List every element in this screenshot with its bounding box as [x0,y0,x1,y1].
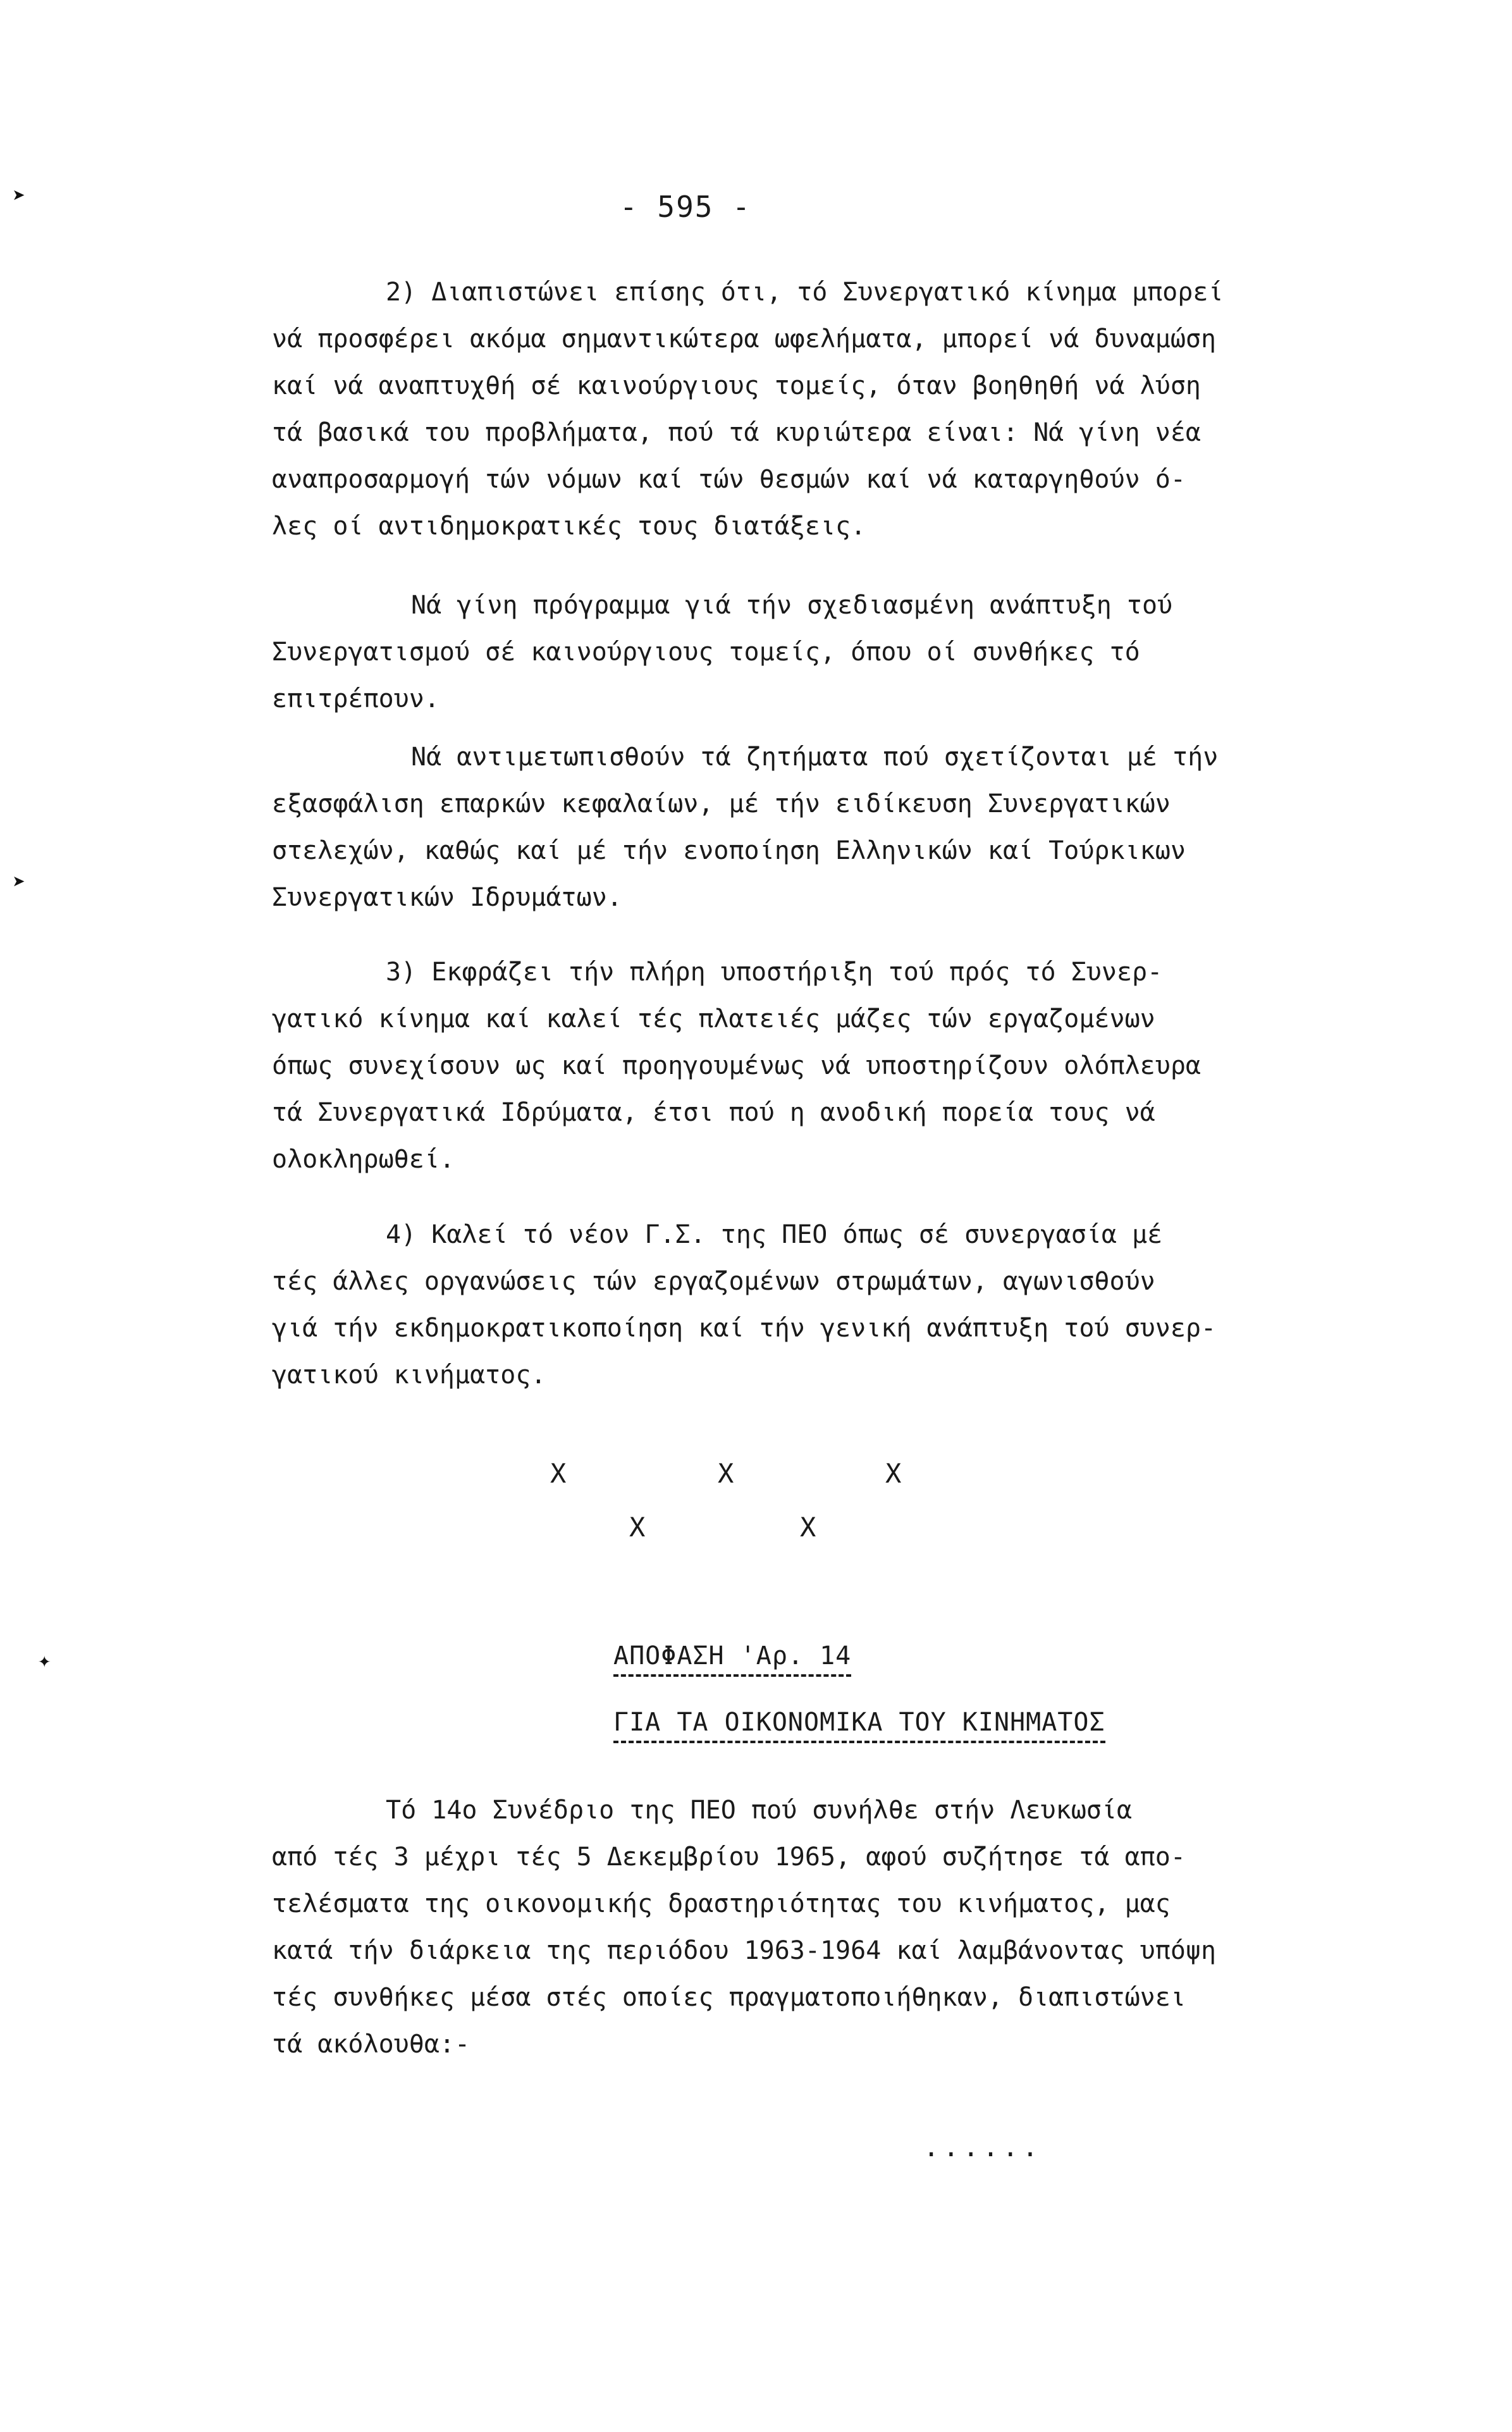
text-line: από τές 3 μέχρι τές 5 Δεκεμβρίου 1965, αφού συζήτησε τά απο- [272,1843,1186,1872]
paragraph-3 [272,949,1334,1183]
decision-title [613,1641,851,1677]
text-line: 3) Εκφράζει τήν πλήρη υποστήριξη τού πρός τό Συνερ- [386,958,1163,987]
paragraph-4 [272,1211,1334,1398]
text-line: τές άλλες οργανώσεις τών εργαζομένων στρωμάτων, αγωνισθούν [272,1267,1155,1296]
decision-title-text: ΑΠΟΦΑΣΗ 'Αρ. 14 [613,1641,852,1670]
text-line: Συνεργατικών Ιδρυμάτων. [272,883,622,912]
title-underline [613,1674,851,1677]
text-line: γατικό κίνημα καί καλεί τές πλατειές μάζες τών εργαζομένων [272,1004,1155,1034]
paragraph-2c [272,734,1334,921]
paragraph-2 [272,269,1334,550]
text-line: γιά τήν εκδημοκρατικοποίηση καί τήν γενική ανάπτυξη τού συνερ- [272,1314,1217,1343]
text-line: Συνεργατισμού σέ καινούργιους τομείς, όπου οί συνθήκες τό [272,638,1140,667]
text-line: τελέσματα της οικονομικής δραστηριότητας του κινήματος, μας [272,1889,1171,1918]
text-line: αναπροσαρμογή τών νόμων καί τών θεσμών καί νά καταργηθούν ό- [272,465,1186,494]
text-line: στελεχών, καθώς καί μέ τήν ενοποίηση Ελληνικών καί Τούρκικων [272,836,1186,865]
text-line: τά βασικά του προβλήματα, πού τά κυριώτερα είναι: Νά γίνη νέα [272,418,1202,447]
margin-arrow-icon: ➤ [13,183,26,209]
text-line: επιτρέπουν. [272,684,439,713]
decision-body [272,1787,1334,2068]
margin-arrow-icon: ➤ [13,870,26,895]
text-line: Νά γίνη πρόγραμμα γιά τήν σχεδιασμένη ανάπτυξη τού [411,591,1173,620]
trailing-dots: ...... [923,2132,1042,2163]
text-line: ολοκληρωθεί. [272,1145,455,1174]
separator-mark: X [718,1458,734,1489]
separator-mark: X [550,1458,567,1489]
text-line: Νά αντιμετωπισθούν τά ζητήματα πού σχετίζονται μέ τήν [411,743,1219,772]
text-line: κατά τήν διάρκεια της περιόδου 1963-1964 καί λαμβάνοντας υπόψη [272,1936,1217,1965]
text-line: νά προσφέρει ακόμα σημαντικώτερα ωφελήματα, μπορεί νά δυναμώση [272,324,1217,354]
separator-mark: X [800,1512,816,1543]
text-line: τά ακόλουθα:- [272,2030,470,2059]
text-line: τές συνθήκες μέσα στές οποίες πραγματοποιήθηκαν, διαπιστώνει [272,1983,1186,2012]
text-line: εξασφάλιση επαρκών κεφαλαίων, μέ τήν ειδίκευση Συνεργατικών [272,789,1171,818]
text-line: λες οί αντιδημοκρατικές τους διατάξεις. [272,512,866,541]
subtitle-underline [613,1741,1105,1743]
separator-mark: X [629,1512,646,1543]
text-line: 2) Διαπιστώνει επίσης ότι, τό Συνεργατικό κίνημα μπορεί [386,278,1224,307]
text-line: γατικού κινήματος. [272,1361,546,1390]
decision-subtitle [613,1708,1105,1743]
separator-mark: X [885,1458,902,1489]
text-line: 4) Καλεί τό νέον Γ.Σ. της ΠΕΟ όπως σέ συνεργασία μέ [386,1220,1163,1249]
page-number: - 595 - [620,190,751,224]
decision-subtitle-text: ΓΙΑ ΤΑ ΟΙΚΟΝΟΜΙΚΑ ΤΟΥ ΚΙΝΗΜΑΤΟΣ [613,1708,1105,1737]
paragraph-2b [272,582,1334,722]
text-line: όπως συνεχίσουν ως καί προηγουμένως νά υποστηρίζουν ολόπλευρα [272,1051,1202,1080]
text-line: καί νά αναπτυχθή σέ καινούργιους τομείς, όταν βοηθηθή νά λύση [272,371,1202,400]
margin-arrow-icon: ✦ [38,1648,51,1673]
text-line: τά Συνεργατικά Ιδρύματα, έτσι πού η ανοδική πορεία τους νά [272,1098,1155,1127]
text-line: Τό 14ο Συνέδριο της ΠΕΟ πού συνήλθε στήν Λευκωσία [386,1796,1133,1825]
